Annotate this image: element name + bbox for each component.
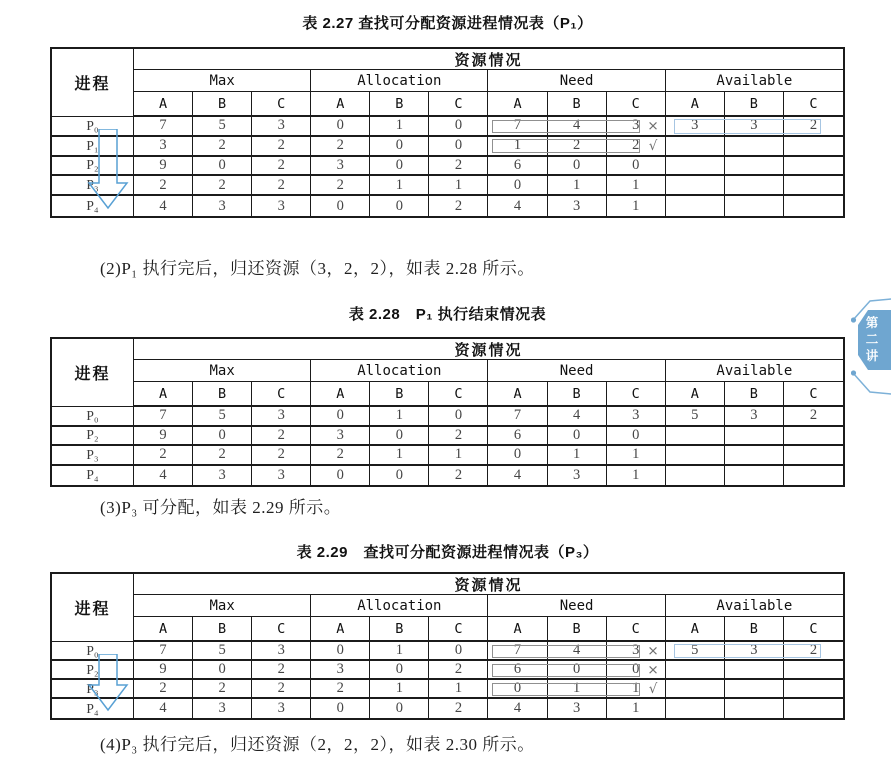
value-cell: 4 (548, 117, 607, 137)
value-cell: 3 (725, 117, 784, 137)
value-cell: 1 (607, 446, 666, 466)
process-label: P₄ (52, 699, 134, 718)
process-label: P₂ (52, 661, 134, 680)
value-cell (666, 137, 725, 157)
value-cell: 1 (370, 407, 429, 427)
value-cell: 2 (252, 661, 311, 680)
process-label: P₃ (52, 680, 134, 699)
value-cell: 9 (134, 427, 193, 447)
value-cell: 3 (193, 466, 252, 486)
value-cell (666, 466, 725, 486)
cross-mark-icon: × (647, 118, 659, 134)
column-header-a: A (134, 92, 193, 117)
value-cell: 3 (607, 642, 666, 661)
value-cell: 2 (784, 117, 843, 137)
value-cell: 2 (193, 137, 252, 157)
value-cell: 3 (548, 699, 607, 718)
process-label: P₀ (52, 117, 134, 137)
group-header-need: Need (488, 70, 665, 92)
value-cell: 9 (134, 157, 193, 177)
value-cell: 2 (429, 661, 488, 680)
process-label: P₀ (52, 642, 134, 661)
value-cell (784, 661, 843, 680)
value-cell: 3 (311, 427, 370, 447)
group-header-max: Max (134, 360, 311, 382)
value-cell: 2 (311, 680, 370, 699)
value-cell: 2 (784, 642, 843, 661)
value-cell (725, 661, 784, 680)
value-cell: 4 (488, 699, 547, 718)
process-label: P₄ (52, 196, 134, 216)
value-cell: 4 (134, 466, 193, 486)
column-header-b: B (370, 382, 429, 407)
value-cell: 1 (548, 446, 607, 466)
value-cell: 1 (488, 137, 547, 157)
lecture-2-side-tab (851, 288, 891, 398)
column-header-a: A (666, 617, 725, 642)
column-header-a: A (134, 382, 193, 407)
value-cell: 0 (429, 137, 488, 157)
value-cell: 2 (429, 699, 488, 718)
column-header-c: C (607, 617, 666, 642)
value-cell (725, 176, 784, 196)
value-cell (725, 680, 784, 699)
column-header-a: A (311, 382, 370, 407)
value-cell (666, 157, 725, 177)
value-cell: 2 (252, 137, 311, 157)
value-cell: 0 (370, 196, 429, 216)
check-mark-icon: √ (648, 681, 658, 697)
column-header-c: C (607, 382, 666, 407)
value-cell: 1 (370, 176, 429, 196)
value-cell: 3 (666, 117, 725, 137)
value-cell: 1 (607, 466, 666, 486)
value-cell: 2 (429, 157, 488, 177)
value-cell: 3 (252, 642, 311, 661)
value-cell (784, 466, 843, 486)
value-cell: 0 (311, 642, 370, 661)
value-cell: 2 (134, 680, 193, 699)
value-cell: 1 (607, 196, 666, 216)
value-cell: 7 (134, 642, 193, 661)
value-cell: 1 (548, 680, 607, 699)
value-cell: 3 (311, 661, 370, 680)
column-header-b: B (193, 617, 252, 642)
value-cell (666, 196, 725, 216)
process-label: P₂ (52, 427, 134, 447)
value-cell (784, 699, 843, 718)
value-cell: 2 (311, 446, 370, 466)
value-cell: 1 (548, 176, 607, 196)
process-label: P₃ (52, 446, 134, 466)
value-cell: 1 (607, 680, 666, 699)
value-cell: 2 (784, 407, 843, 427)
value-cell: 1 (607, 699, 666, 718)
value-cell: 4 (134, 699, 193, 718)
value-cell: 3 (252, 407, 311, 427)
value-cell (725, 446, 784, 466)
value-cell: 2 (311, 176, 370, 196)
value-cell: 2 (252, 446, 311, 466)
value-cell: 0 (548, 157, 607, 177)
value-cell: 0 (488, 680, 547, 699)
column-header-c: C (607, 92, 666, 117)
value-cell: 2 (252, 427, 311, 447)
value-cell: 0 (607, 661, 666, 680)
group-header-need: Need (488, 595, 665, 617)
value-cell (784, 680, 843, 699)
value-cell (784, 157, 843, 177)
resource-status-header: 资源情况 (134, 49, 843, 70)
value-cell (725, 196, 784, 216)
group-header-allocation: Allocation (311, 595, 488, 617)
column-header-b: B (725, 382, 784, 407)
value-cell: 0 (607, 157, 666, 177)
column-header-b: B (548, 617, 607, 642)
column-header-c: C (252, 92, 311, 117)
table-2-28-title: 表 2.28 P₁ 执行结束情况表 (348, 306, 547, 323)
value-cell: 0 (488, 176, 547, 196)
column-header-c: C (784, 382, 843, 407)
value-cell: 6 (488, 157, 547, 177)
column-header-c: C (252, 617, 311, 642)
column-header-c: C (252, 382, 311, 407)
column-header-a: A (488, 617, 547, 642)
value-cell: 5 (666, 642, 725, 661)
column-header-b: B (548, 382, 607, 407)
value-cell (725, 137, 784, 157)
value-cell: 0 (370, 157, 429, 177)
value-cell: 0 (429, 642, 488, 661)
column-header-c: C (429, 382, 488, 407)
column-header-a: A (488, 382, 547, 407)
value-cell: 0 (311, 117, 370, 137)
process-column-header: 进程 (52, 49, 134, 117)
value-cell: 1 (429, 176, 488, 196)
value-cell: 7 (134, 407, 193, 427)
value-cell: 9 (134, 661, 193, 680)
value-cell: 7 (488, 407, 547, 427)
value-cell: 0 (193, 157, 252, 177)
process-label: P₀ (52, 407, 134, 427)
value-cell: 0 (548, 661, 607, 680)
value-cell: 1 (370, 117, 429, 137)
value-cell (725, 157, 784, 177)
value-cell (725, 699, 784, 718)
value-cell: 0 (370, 661, 429, 680)
value-cell (784, 137, 843, 157)
value-cell: 0 (370, 466, 429, 486)
value-cell: 2 (252, 157, 311, 177)
value-cell: 4 (488, 196, 547, 216)
process-label: P₁ (52, 137, 134, 157)
table-2-29 (50, 572, 845, 720)
group-header-need: Need (488, 360, 665, 382)
column-header-b: B (725, 617, 784, 642)
column-header-a: A (311, 617, 370, 642)
process-label: P₄ (52, 466, 134, 486)
column-header-b: B (193, 382, 252, 407)
process-column-header: 进程 (52, 339, 134, 407)
value-cell: 0 (488, 446, 547, 466)
value-cell (666, 680, 725, 699)
value-cell: 1 (607, 176, 666, 196)
value-cell: 5 (666, 407, 725, 427)
value-cell: 2 (134, 446, 193, 466)
value-cell: 3 (725, 642, 784, 661)
value-cell: 1 (429, 680, 488, 699)
value-cell: 4 (548, 407, 607, 427)
value-cell: 0 (311, 699, 370, 718)
value-cell: 2 (429, 466, 488, 486)
value-cell: 0 (429, 407, 488, 427)
value-cell: 2 (429, 196, 488, 216)
group-header-available: Available (666, 595, 843, 617)
value-cell: 5 (193, 407, 252, 427)
value-cell: 0 (311, 407, 370, 427)
value-cell: 5 (193, 642, 252, 661)
value-cell: 0 (370, 137, 429, 157)
column-header-b: B (725, 92, 784, 117)
group-header-max: Max (134, 70, 311, 92)
value-cell: 0 (311, 466, 370, 486)
paragraph-step-4: (4)P₃ 执行完后，归还资源（2，2，2），如表 2.30 所示。 (100, 735, 535, 754)
value-cell: 5 (193, 117, 252, 137)
table-2-28 (50, 337, 845, 487)
group-header-available: Available (666, 70, 843, 92)
value-cell (666, 661, 725, 680)
resource-status-header: 资源情况 (134, 339, 843, 360)
column-header-a: A (488, 92, 547, 117)
column-header-a: A (666, 92, 725, 117)
table-2-27 (50, 47, 845, 218)
lecture-tab-label: 第二讲 (864, 316, 878, 366)
value-cell: 3 (252, 196, 311, 216)
value-cell: 0 (429, 117, 488, 137)
value-cell: 1 (370, 446, 429, 466)
column-header-a: A (134, 617, 193, 642)
value-cell: 3 (252, 117, 311, 137)
value-cell: 4 (134, 196, 193, 216)
value-cell (666, 446, 725, 466)
cross-mark-icon: × (647, 662, 659, 678)
value-cell: 3 (725, 407, 784, 427)
value-cell: 3 (193, 196, 252, 216)
column-header-b: B (548, 92, 607, 117)
value-cell: 4 (488, 466, 547, 486)
value-cell: 0 (548, 427, 607, 447)
value-cell: 3 (252, 466, 311, 486)
column-header-c: C (429, 617, 488, 642)
value-cell: 2 (252, 680, 311, 699)
value-cell: 2 (252, 176, 311, 196)
value-cell: 2 (193, 680, 252, 699)
value-cell: 1 (370, 642, 429, 661)
value-cell: 3 (252, 699, 311, 718)
column-header-c: C (784, 617, 843, 642)
value-cell: 3 (607, 407, 666, 427)
value-cell: 2 (548, 137, 607, 157)
column-header-a: A (311, 92, 370, 117)
paragraph-step-2: (2)P₁ 执行完后，归还资源（3，2，2），如表 2.28 所示。 (100, 259, 535, 278)
group-header-max: Max (134, 595, 311, 617)
paragraph-step-3: (3)P₃ 可分配，如表 2.29 所示。 (100, 498, 342, 517)
value-cell: 2 (429, 427, 488, 447)
value-cell (725, 427, 784, 447)
table-2-29-title: 表 2.29 查找可分配资源进程情况表（P₃） (296, 544, 599, 561)
value-cell: 0 (370, 427, 429, 447)
column-header-c: C (784, 92, 843, 117)
value-cell (666, 427, 725, 447)
process-label: P₃ (52, 176, 134, 196)
value-cell: 7 (134, 117, 193, 137)
table-2-27-title: 表 2.27 查找可分配资源进程情况表（P₁） (302, 15, 593, 32)
process-column-header: 进程 (52, 574, 134, 642)
value-cell (784, 427, 843, 447)
value-cell: 1 (429, 446, 488, 466)
group-header-allocation: Allocation (311, 360, 488, 382)
column-header-a: A (666, 382, 725, 407)
value-cell: 3 (548, 196, 607, 216)
value-cell: 3 (134, 137, 193, 157)
value-cell: 3 (548, 466, 607, 486)
value-cell: 1 (370, 680, 429, 699)
value-cell: 7 (488, 642, 547, 661)
check-mark-icon: √ (648, 137, 658, 154)
value-cell (666, 699, 725, 718)
value-cell (784, 196, 843, 216)
value-cell: 0 (193, 661, 252, 680)
value-cell: 0 (607, 427, 666, 447)
value-cell: 4 (548, 642, 607, 661)
value-cell: 0 (370, 699, 429, 718)
value-cell (666, 176, 725, 196)
column-header-b: B (370, 92, 429, 117)
resource-status-header: 资源情况 (134, 574, 843, 595)
value-cell (784, 176, 843, 196)
column-header-b: B (370, 617, 429, 642)
value-cell: 3 (607, 117, 666, 137)
value-cell: 2 (607, 137, 666, 157)
cross-mark-icon: × (647, 643, 659, 659)
value-cell (725, 466, 784, 486)
value-cell: 2 (193, 176, 252, 196)
value-cell: 2 (193, 446, 252, 466)
value-cell: 6 (488, 661, 547, 680)
value-cell: 7 (488, 117, 547, 137)
value-cell (784, 446, 843, 466)
value-cell: 3 (193, 699, 252, 718)
value-cell: 0 (311, 196, 370, 216)
value-cell: 6 (488, 427, 547, 447)
value-cell: 2 (311, 137, 370, 157)
column-header-c: C (429, 92, 488, 117)
group-header-available: Available (666, 360, 843, 382)
value-cell: 3 (311, 157, 370, 177)
value-cell: 2 (134, 176, 193, 196)
value-cell: 0 (193, 427, 252, 447)
column-header-b: B (193, 92, 252, 117)
process-label: P₂ (52, 157, 134, 177)
group-header-allocation: Allocation (311, 70, 488, 92)
